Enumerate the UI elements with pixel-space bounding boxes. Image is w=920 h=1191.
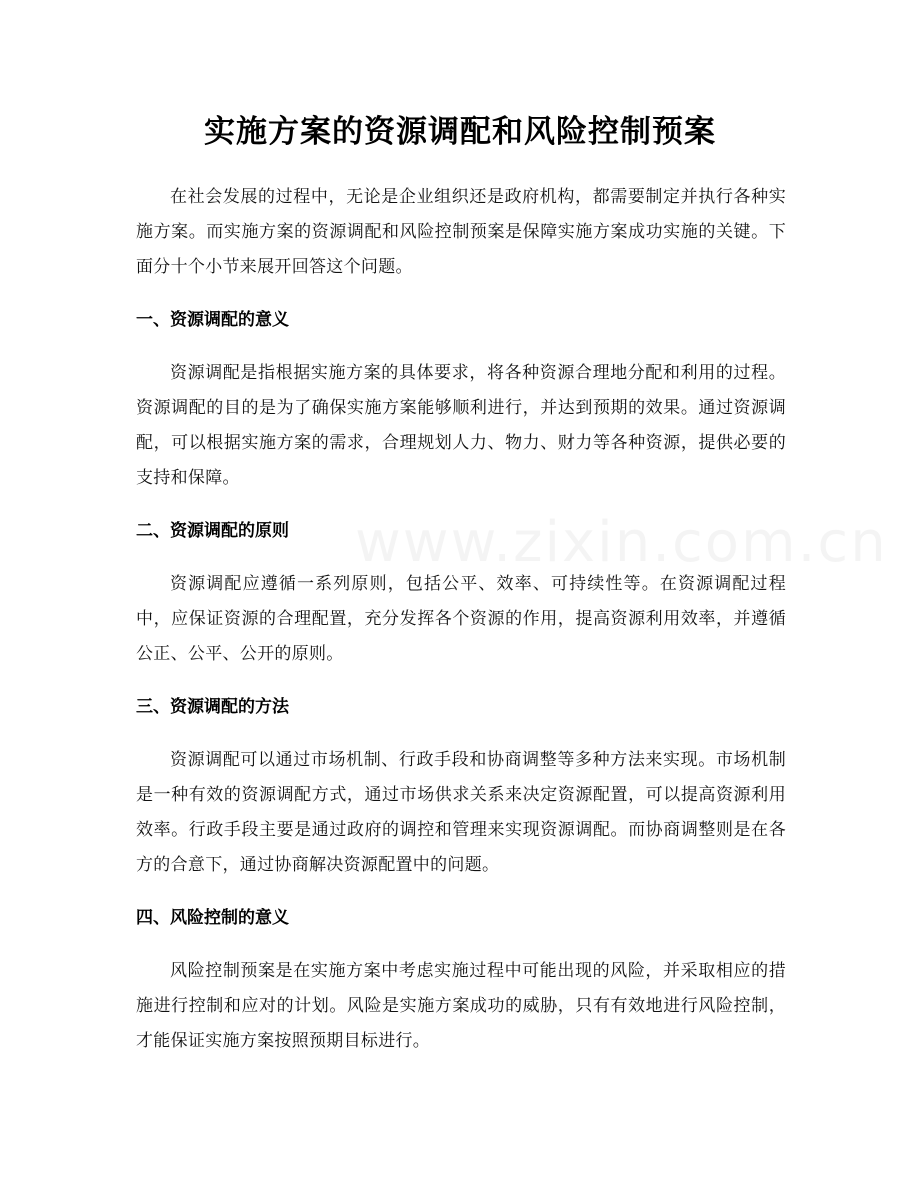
document-title: 实施方案的资源调配和风险控制预案 bbox=[204, 114, 716, 150]
document-body bbox=[136, 180, 786, 1059]
section-heading-3: 三、资源调配的方法 bbox=[136, 697, 289, 717]
intro-paragraph: 在社会发展的过程中，无论是企业组织还是政府机构，都需要制定并执行各种实施方案。而实施方案的资源调配和风险控制预案是保障实施方案成功实施的关键。下面分十个小节来展开回答这个问题。 bbox=[136, 187, 786, 277]
section-body-2: 资源调配应遵循一系列原则，包括公平、效率、可持续性等。在资源调配过程中，应保证资源的合理配置，充分发挥各个资源的作用，提高资源利用效率，并遵循公正、公平、公开的原则。 bbox=[136, 574, 786, 664]
section-body-3: 资源调配可以通过市场机制、行政手段和协商调整等多种方法来实现。市场机制是一种有效的资源调配方式，通过市场供求关系来决定资源配置，可以提高资源利用效率。行政手段主要是通过政府的调控和管理来实现资源调配。而协商调整则是在各方的合意下，通过协商解决资源配置中的问题。 bbox=[136, 750, 786, 875]
section-heading-4: 四、风险控制的意义 bbox=[136, 908, 289, 928]
section-body-1: 资源调配是指根据实施方案的具体要求，将各种资源合理地分配和利用的过程。资源调配的目的是为了确保实施方案能够顺利进行，并达到预期的效果。通过资源调配，可以根据实施方案的需求，合理规划人力、物力、财力等各种资源，提供必要的支持和保障。 bbox=[136, 363, 786, 488]
section-heading-1: 一、资源调配的意义 bbox=[136, 310, 289, 330]
section-body-4: 风险控制预案是在实施方案中考虑实施过程中可能出现的风险，并采取相应的措施进行控制和应对的计划。风险是实施方案成功的威胁，只有有效地进行风险控制，才能保证实施方案按照预期目标进行。 bbox=[136, 961, 786, 1051]
section-heading-2: 二、资源调配的原则 bbox=[136, 521, 289, 541]
